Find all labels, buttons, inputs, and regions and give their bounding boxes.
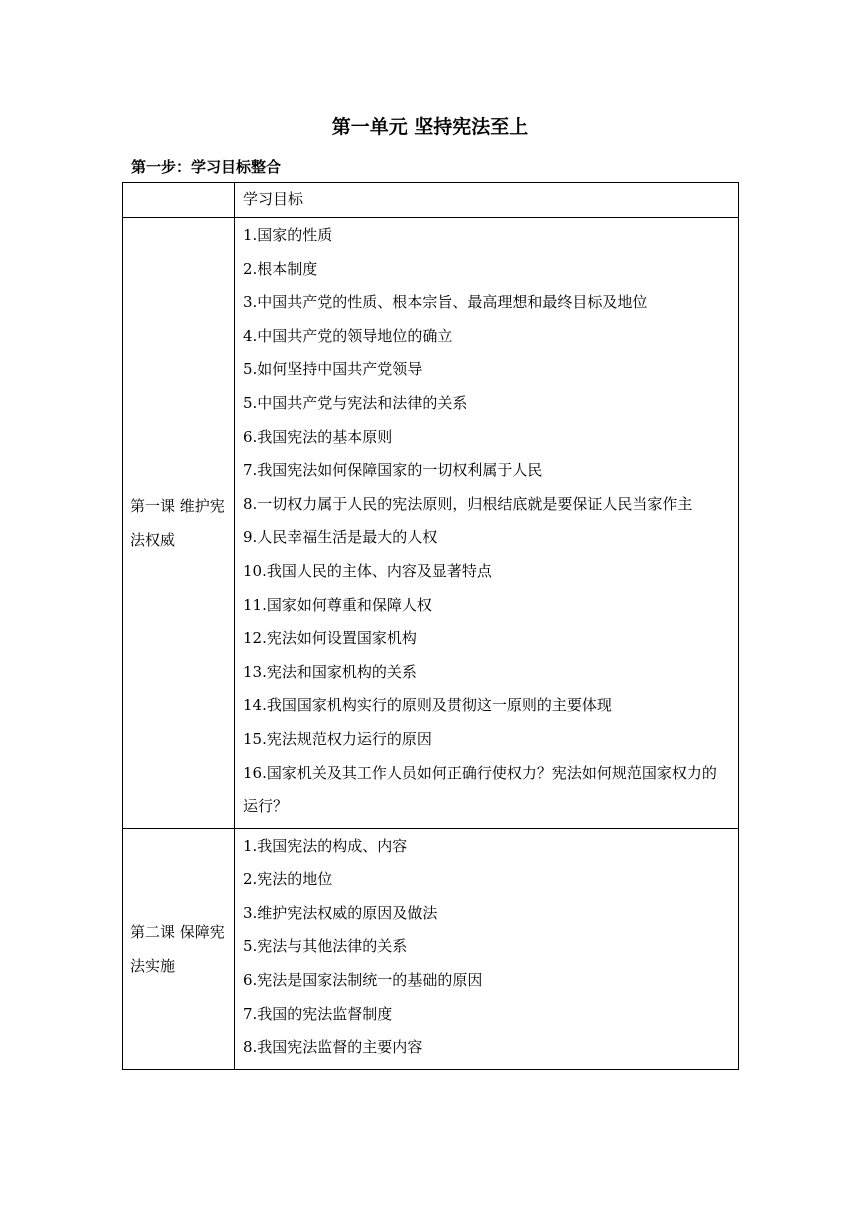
lesson-name: 第一课 维护宪法权威	[130, 496, 225, 549]
goal-item: 9.人民幸福生活是最大的人权	[243, 528, 438, 547]
goals-cell	[235, 828, 739, 1069]
goal-item: 1.国家的性质	[243, 226, 333, 244]
table-row	[123, 828, 739, 1069]
goal-item: 6.我国宪法的基本原则	[243, 427, 393, 446]
goal-item: 5.如何坚持中国共产党领导	[243, 360, 423, 379]
goal-item: 10.我国人民的主体、内容及显著特点	[243, 561, 492, 580]
goal-item: 1.我国宪法的构成、内容	[243, 836, 408, 855]
goal-item: 3.中国共产党的性质、根本宗旨、最高理想和最终目标及地位	[243, 293, 648, 312]
goals-cell	[235, 218, 739, 829]
goal-item: 11.国家如何尊重和保障人权	[243, 595, 432, 614]
goal-item: 8.一切权力属于人民的宪法原则，归根结底就是要保证人民当家作主	[243, 494, 693, 513]
goal-list	[235, 218, 738, 828]
goal-item: 3.维护宪法权威的原因及做法	[243, 903, 438, 922]
goal-item: 6.宪法是国家法制统一的基础的原因	[243, 971, 483, 990]
goal-item: 16.国家机关及其工作人员如何正确行使权力？宪法如何规范国家权力的运行？	[243, 763, 717, 816]
goal-item: 2.根本制度	[243, 259, 318, 278]
goal-item: 5.中国共产党与宪法和法律的关系	[243, 393, 468, 412]
goal-item: 4.中国共产党的领导地位的确立	[243, 326, 453, 345]
goal-item: 8.我国宪法监督的主要内容	[243, 1038, 423, 1057]
learning-goals-table	[122, 182, 739, 1070]
page-title: 第一单元 坚持宪法至上	[331, 116, 529, 138]
goal-item: 7.我国的宪法监督制度	[243, 1004, 393, 1023]
goal-item: 7.我国宪法如何保障国家的一切权利属于人民	[243, 461, 543, 480]
goal-item: 14.我国国家机构实行的原则及贯彻这一原则的主要体现	[243, 696, 612, 715]
goal-item: 2.宪法的地位	[243, 870, 333, 889]
header-empty-cell	[123, 183, 235, 218]
goal-item: 13.宪法和国家机构的关系	[243, 662, 417, 681]
goal-item: 12.宪法如何设置国家机构	[243, 629, 417, 648]
step-heading: 第一步：学习目标整合	[131, 158, 282, 176]
table-header-row	[123, 183, 739, 218]
goal-item: 15.宪法规范权力运行的原因	[243, 729, 432, 748]
lesson-cell	[123, 828, 235, 1069]
goal-item: 5.宪法与其他法律的关系	[243, 937, 408, 956]
goal-list	[235, 829, 738, 1069]
table-row	[123, 218, 739, 829]
lesson-name: 第二课 保障宪法实施	[130, 922, 225, 975]
lesson-cell	[123, 218, 235, 829]
header-learning-goals: 学习目标	[235, 183, 739, 218]
